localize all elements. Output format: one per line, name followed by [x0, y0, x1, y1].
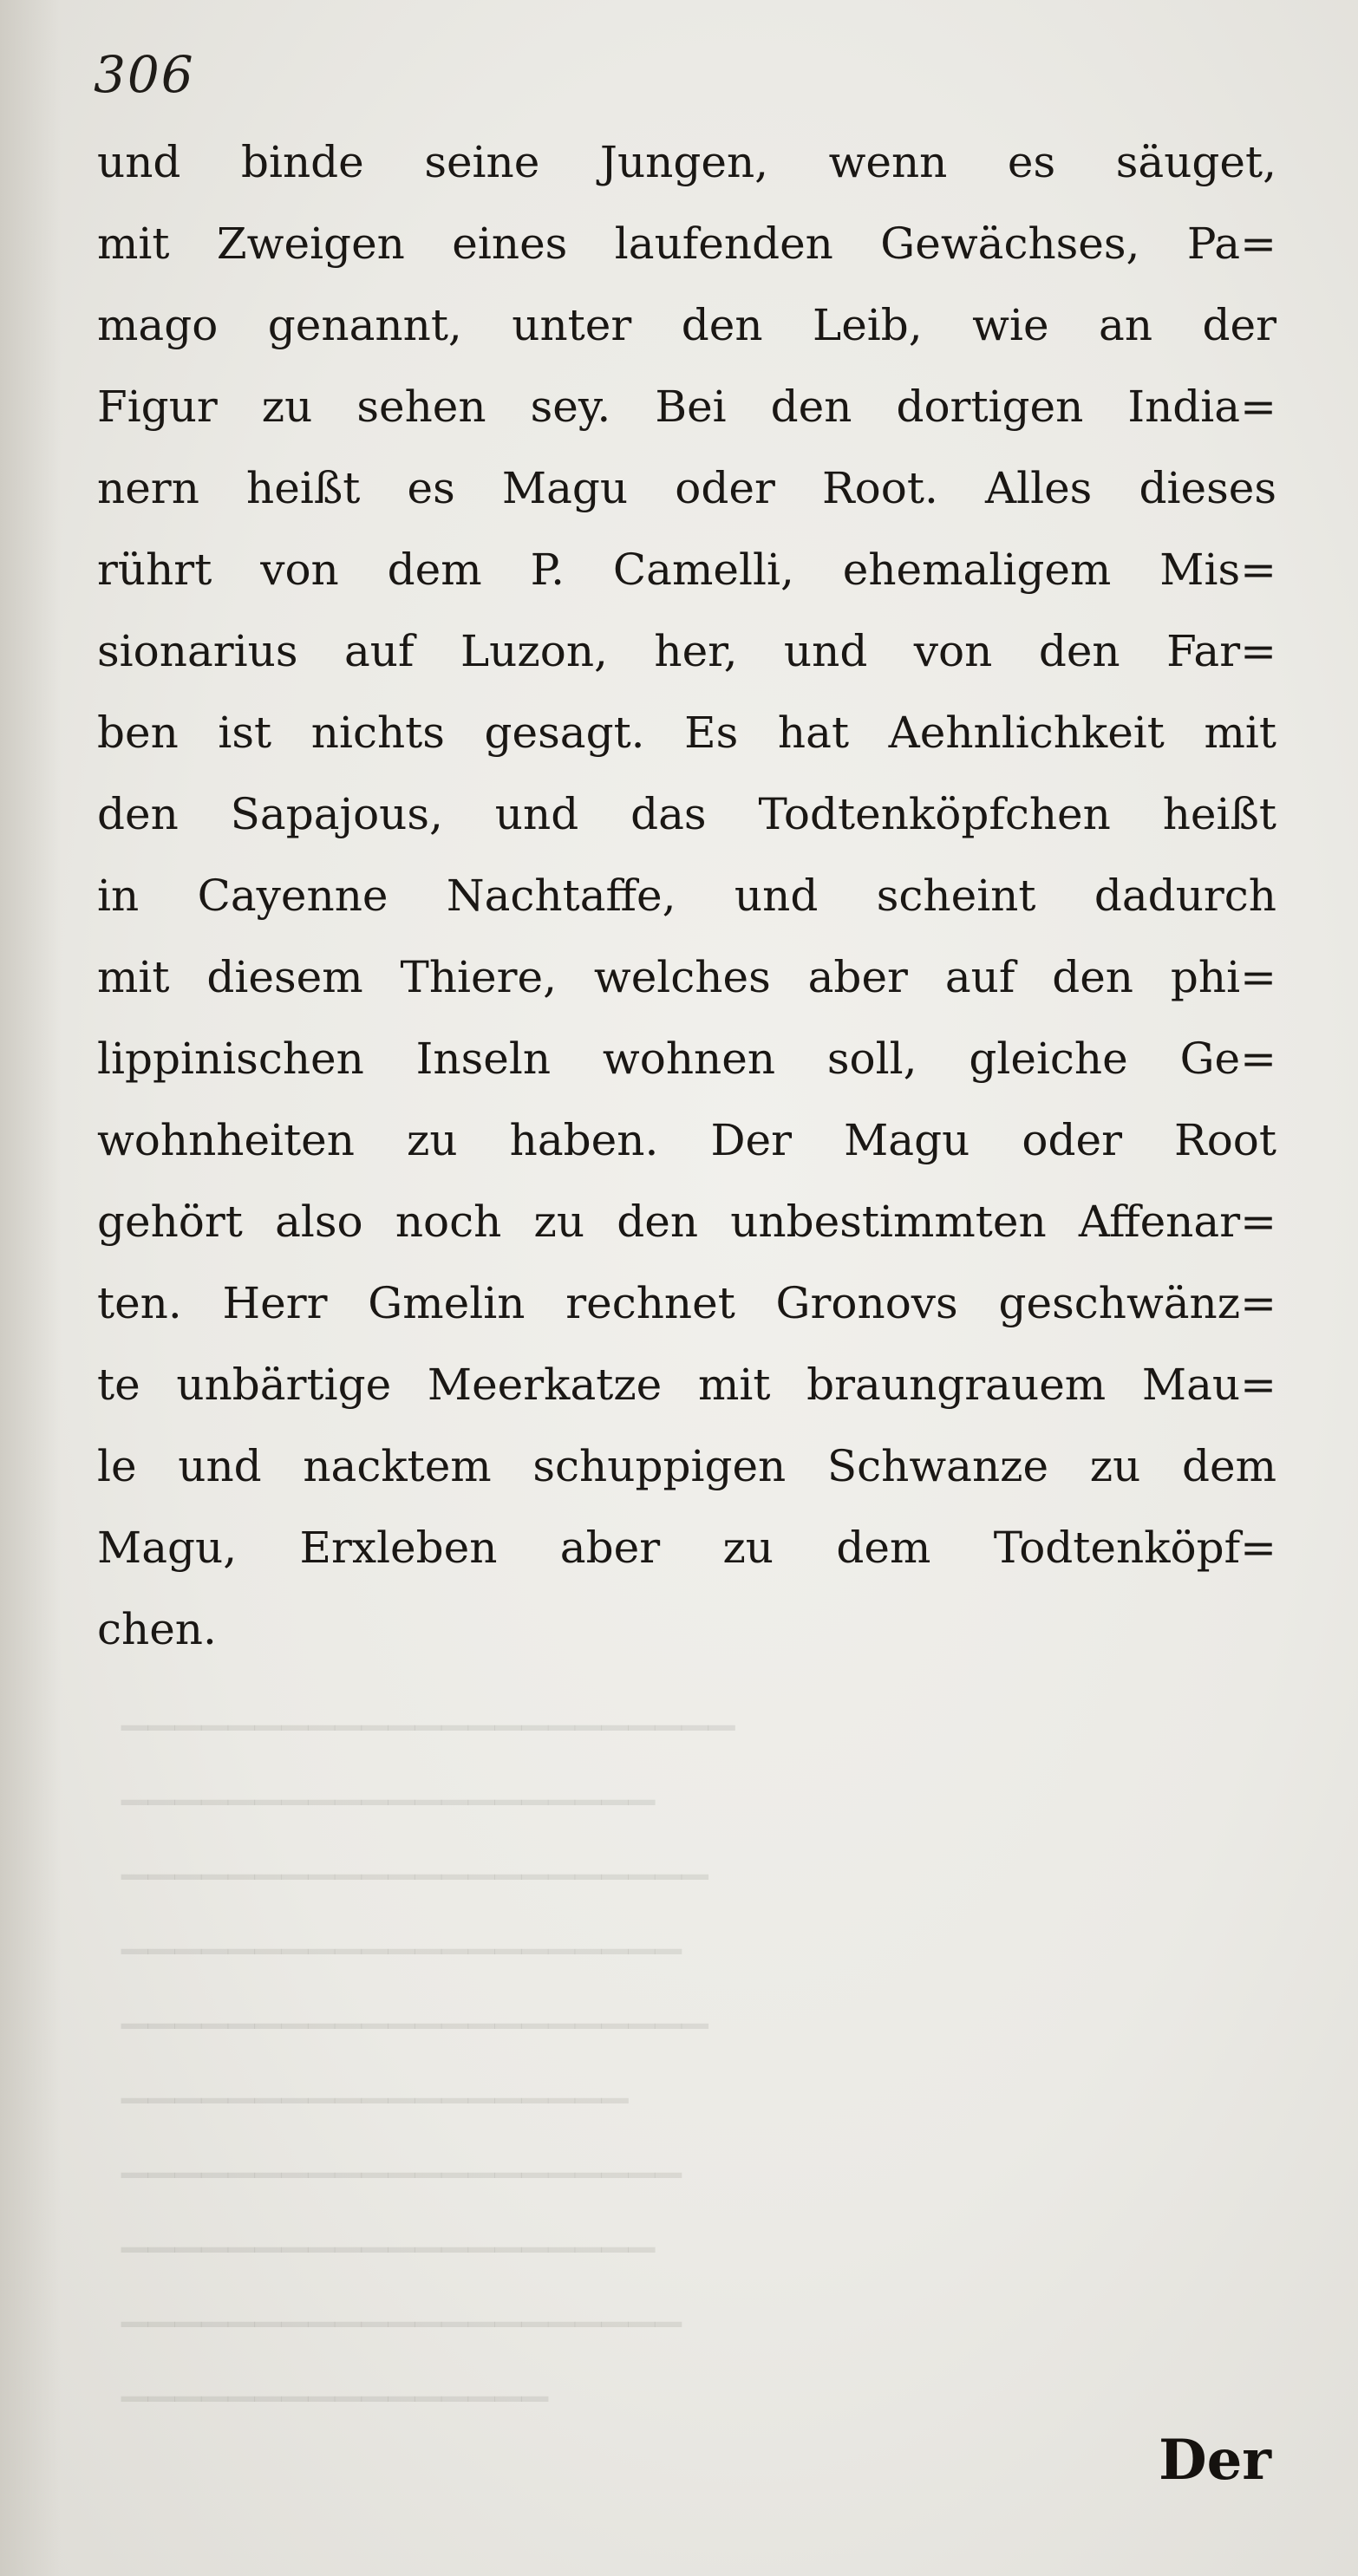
text-line: Magu, Erxleben aber zu dem Todtenköpf= — [97, 1523, 1276, 1573]
text-line: sionarius auf Luzon, her, und von den Far= — [97, 626, 1276, 676]
show-through-texture: ▁▁▁▁▁▁▁▁▁▁▁▁▁▁▁▁▁▁▁▁▁▁▁ ▁▁▁▁▁▁▁▁▁▁▁▁▁▁▁▁▁▁▁▁ ▁▁▁▁▁▁▁▁▁▁▁▁▁▁▁▁▁▁▁▁▁▁ ▁▁▁▁▁▁▁▁▁▁▁▁▁▁▁▁▁▁▁▁▁ ▁▁▁▁▁▁▁▁▁▁▁▁▁▁▁▁▁▁▁▁▁▁ ▁▁▁▁▁▁▁▁▁▁▁▁▁▁▁▁▁▁▁ ▁▁▁▁▁▁▁▁▁▁▁▁▁▁▁▁▁▁▁▁▁ ▁▁▁▁▁▁▁▁▁▁▁▁▁▁▁▁▁▁▁▁ ▁▁▁▁▁▁▁▁▁▁▁▁▁▁▁▁▁▁▁▁▁ ▁▁▁▁▁▁▁▁▁▁▁▁▁▁▁▁ — [121, 1691, 735, 2402]
text-line: te unbärtige Meerkatze mit braungrauem Mau= — [97, 1360, 1276, 1410]
catchword: Der — [1159, 2428, 1271, 2493]
text-line: Figur zu sehen sey. Bei den dortigen India= — [97, 382, 1276, 432]
text-line: nern heißt es Magu oder Root. Alles dieses — [97, 463, 1276, 513]
text-line: rührt von dem P. Camelli, ehemaligem Mis= — [97, 545, 1276, 595]
text-line: mago genannt, unter den Leib, wie an der — [97, 300, 1276, 350]
text-line: ben ist nichts gesagt. Es hat Aehnlichkeit mit — [97, 708, 1276, 758]
text-line: und binde seine Jungen, wenn es säuget, — [97, 137, 1276, 187]
text-line: chen. — [97, 1604, 217, 1654]
text-line: wohnheiten zu haben. Der Magu oder Root — [97, 1115, 1276, 1165]
text-line: den Sapajous, und das Todtenköpfchen heißt — [97, 789, 1276, 839]
body-text — [97, 121, 1276, 1670]
text-line: ten. Herr Gmelin rechnet Gronovs geschwänz= — [97, 1278, 1276, 1328]
text-line: gehört also noch zu den unbestimmten Affenar= — [97, 1197, 1276, 1247]
text-line: le und nacktem schuppigen Schwanze zu dem — [97, 1441, 1276, 1491]
text-line: mit Zweigen eines laufenden Gewächses, Pa= — [97, 218, 1276, 269]
text-line: in Cayenne Nachtaffe, und scheint dadurch — [97, 871, 1276, 921]
page-edge-shadow — [0, 0, 61, 2576]
page-number: 306 — [94, 45, 195, 104]
text-line: mit diesem Thiere, welches aber auf den phi= — [97, 952, 1276, 1002]
text-line: lippinischen Inseln wohnen soll, gleiche Ge= — [97, 1034, 1276, 1084]
